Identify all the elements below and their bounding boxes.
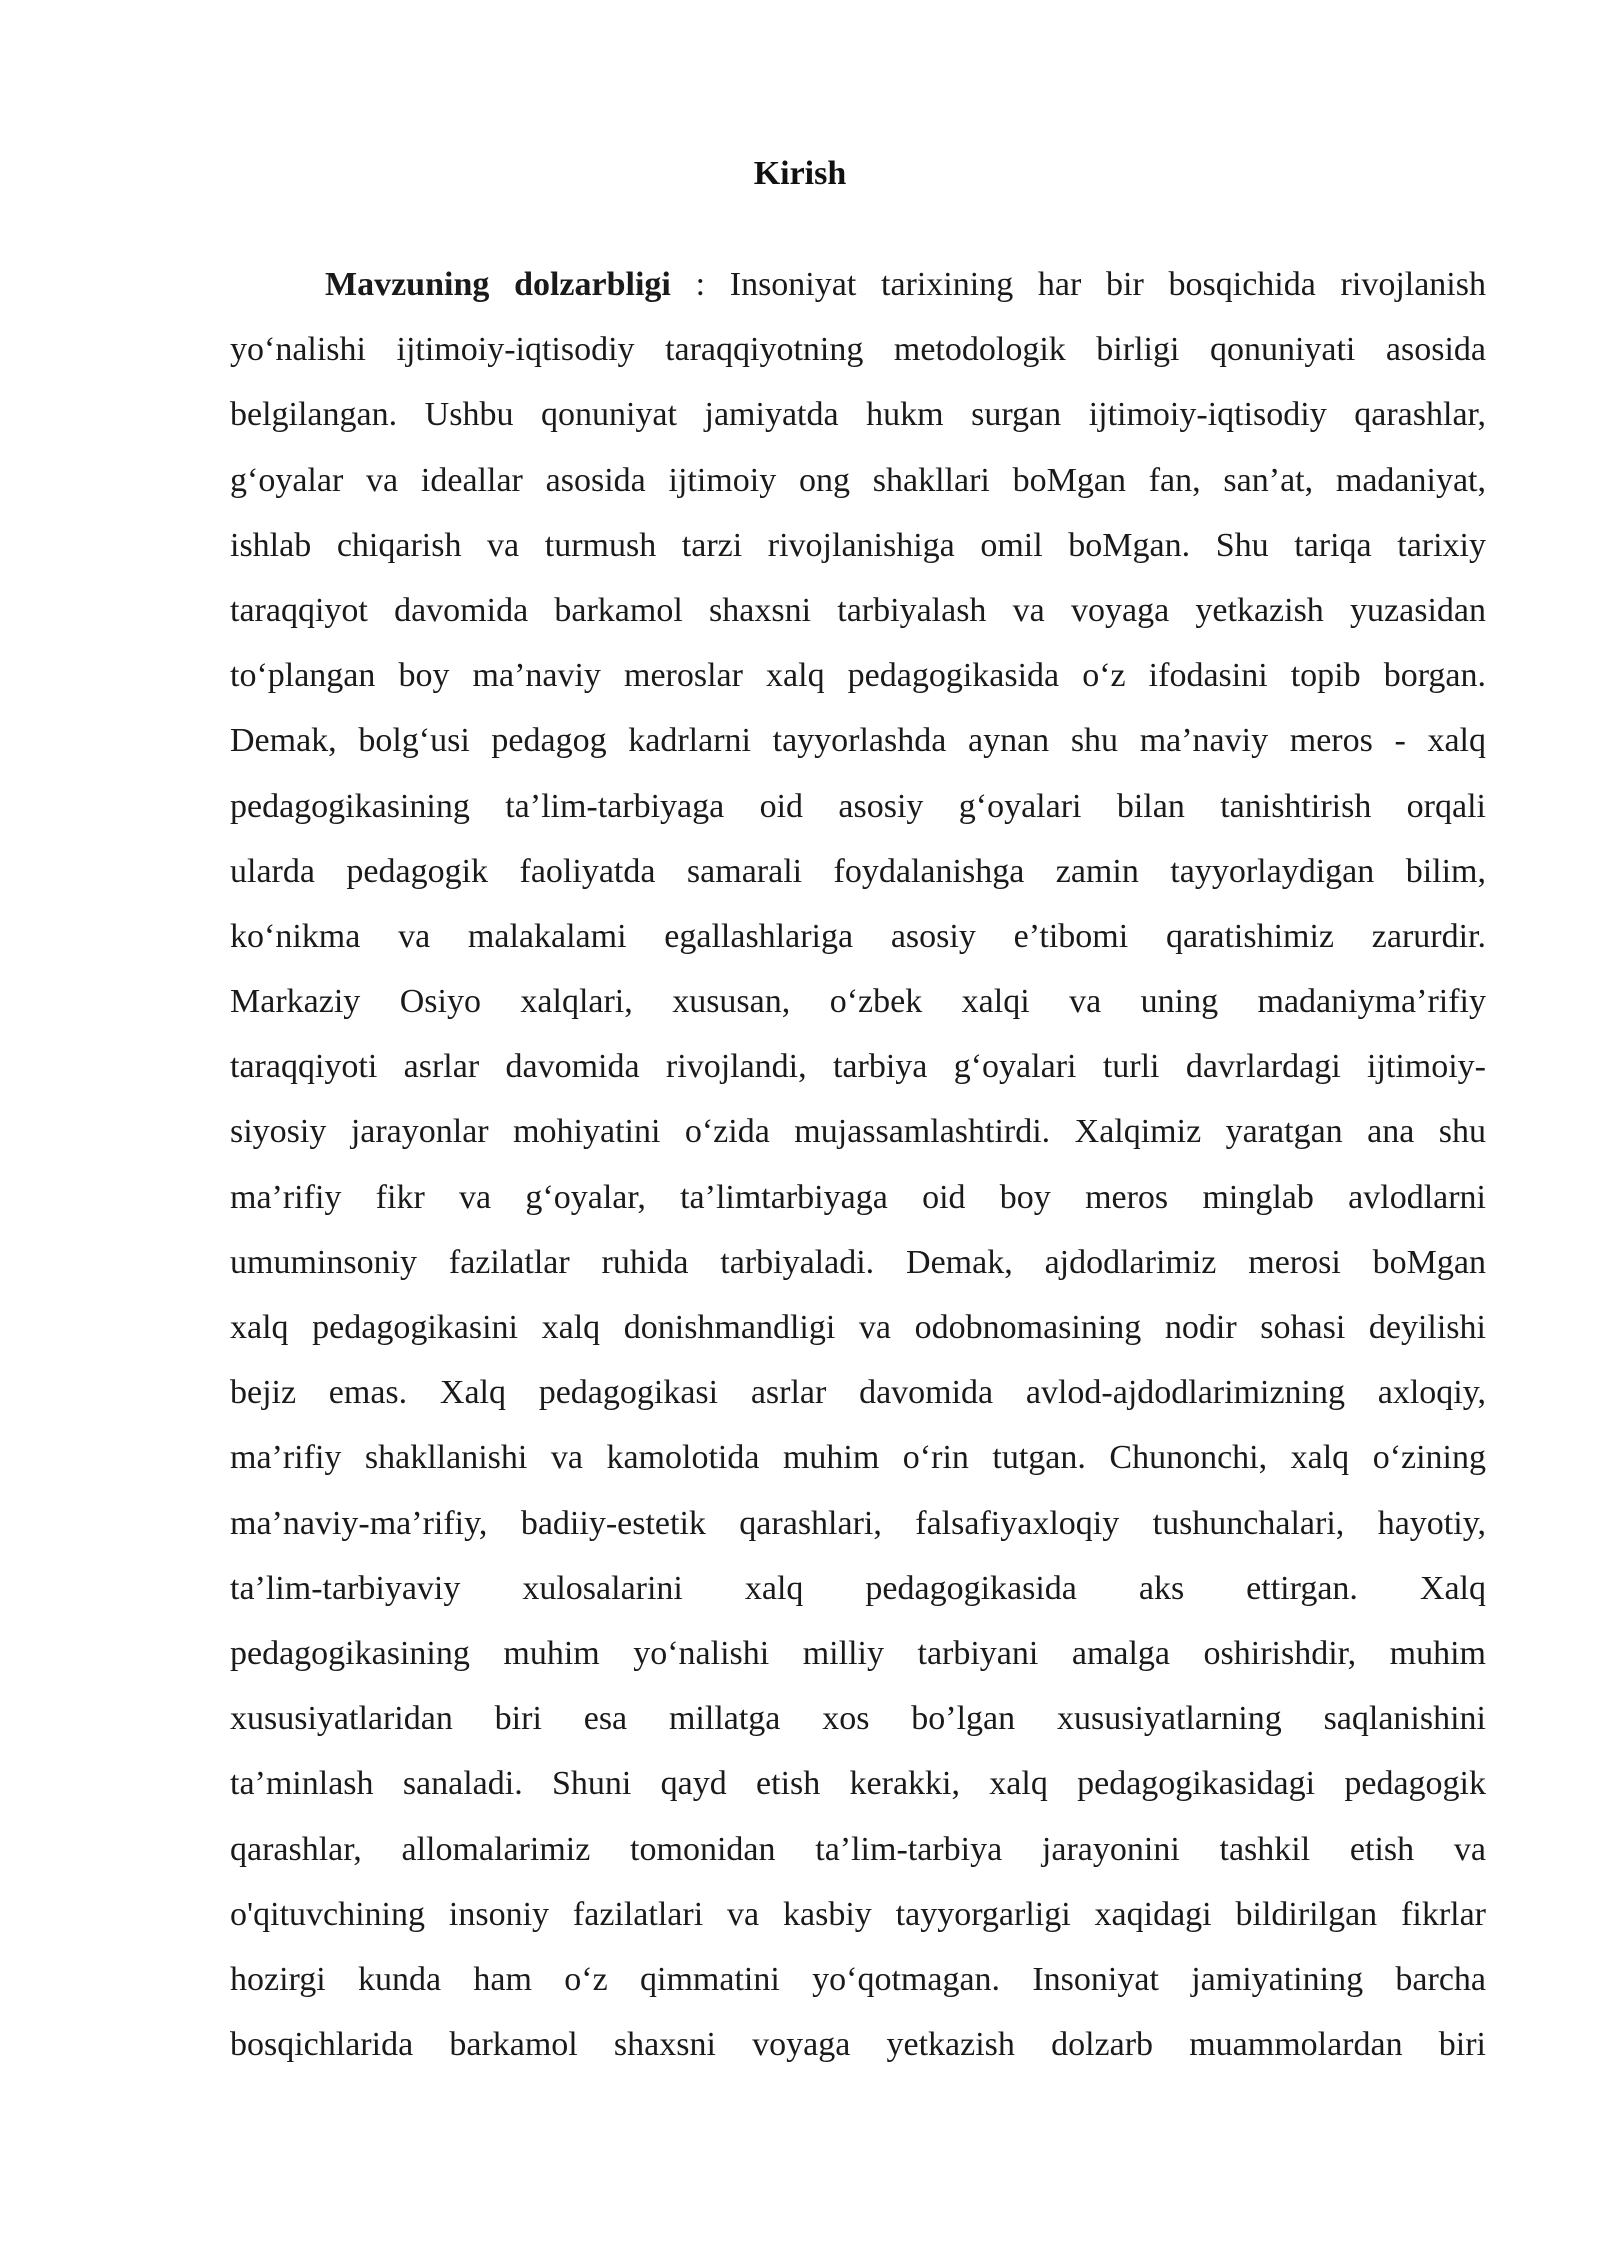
paragraph-line: ma’naviy-ma’rifiy, badiiy-estetik qarashlari, falsafiyaxloqiy tushunchalari, hayotiy, (230, 1504, 1486, 1542)
paragraph-line: Markaziy Osiyo xalqlari, xususan, o‘zbek xalqi va uning madaniyma’rifiy (230, 983, 1486, 1021)
paragraph-line: yo‘nalishi ijtimoiy-iqtisodiy taraqqiyotning metodologik birligi qonuniyati asosida (230, 331, 1486, 369)
paragraph-line: bosqichlarida barkamol shaxsni voyaga yetkazish dolzarb muammolardan biri (230, 2026, 1486, 2064)
paragraph-line: ta’minlash sanaladi. Shuni qayd etish kerakki, xalq pedagogikasidagi pedagogik (230, 1765, 1486, 1803)
body-text (230, 252, 1486, 2077)
paragraph-line: ularda pedagogik faoliyatda samarali foydalanishga zamin tayyorlaydigan bilim, (230, 852, 1486, 890)
paragraph-line: ko‘nikma va malakalami egallashlariga asosiy e’tibomi qaratishimiz zarurdir. (230, 917, 1486, 955)
paragraph-line: taraqqiyoti asrlar davomida rivojlandi, tarbiya g‘oyalari turli davrlardagi ijtimoiy- (230, 1048, 1486, 1086)
page-title: Kirish (753, 155, 847, 192)
paragraph-line: ishlab chiqarish va turmush tarzi rivojlanishiga omil boMgan. Shu tariqa tarixiy (230, 526, 1486, 564)
paragraph-line: g‘oyalar va ideallar asosida ijtimoiy ong shakllari boMgan fan, san’at, madaniyat, (230, 461, 1486, 499)
paragraph-line: bejiz emas. Xalq pedagogikasi asrlar davomida avlod-ajdodlarimizning axloqiy, (230, 1374, 1486, 1412)
paragraph-line: umuminsoniy fazilatlar ruhida tarbiyaladi. Demak, ajdodlarimiz merosi boMgan (230, 1243, 1486, 1281)
paragraph-line: hozirgi kunda ham o‘z qimmatini yo‘qotmagan. Insoniyat jamiyatining barcha (230, 1960, 1486, 1998)
paragraph-line: xususiyatlaridan biri esa millatga xos bo’lgan xususiyatlarning saqlanishini (230, 1700, 1486, 1738)
paragraph-line: pedagogikasining muhim yo‘nalishi milliy tarbiyani amalga oshirishdir, muhim (230, 1634, 1486, 1672)
paragraph-line: ma’rifiy fikr va g‘oyalar, ta’limtarbiyaga oid boy meros minglab avlodlarni (230, 1178, 1486, 1216)
paragraph-line: o'qituvchining insoniy fazilatlari va kasbiy tayyorgarligi xaqidagi bildirilgan fikrlar (230, 1895, 1486, 1933)
paragraph-line: qarashlar, allomalarimiz tomonidan ta’lim-tarbiya jarayonini tashkil etish va (230, 1830, 1486, 1868)
paragraph-line (230, 252, 1486, 317)
paragraph-line: xalq pedagogikasini xalq donishmandligi va odobnomasining nodir sohasi deyilishi (230, 1309, 1486, 1346)
paragraph-line: to‘plangan boy ma’naviy meroslar xalq pedagogikasida o‘z ifodasini topib borgan. (230, 657, 1486, 695)
line-text: : Insoniyat tarixining har bir bosqichida rivojlanish (695, 266, 1486, 303)
paragraph-line: belgilangan. Ushbu qonuniyat jamiyatda hukm surgan ijtimoiy-iqtisodiy qarashlar, (230, 396, 1486, 434)
paragraph-line: pedagogikasining ta’lim-tarbiyaga oid asosiy g‘oyalari bilan tanishtirish orqali (230, 787, 1486, 825)
paragraph-line: ta’lim-tarbiyaviy xulosalarini xalq pedagogikasida aks ettirgan. Xalq (230, 1569, 1486, 1607)
lead-heading: Mavzuning dolzarbligi (325, 266, 671, 303)
paragraph-line: ma’rifiy shakllanishi va kamolotida muhim o‘rin tutgan. Chunonchi, xalq o‘zining (230, 1439, 1486, 1477)
paragraph-line: Demak, bolg‘usi pedagog kadrlarni tayyorlashda aynan shu ma’naviy meros - xalq (230, 722, 1486, 760)
paragraph-line: siyosiy jarayonlar mohiyatini o‘zida mujassamlashtirdi. Xalqimiz yaratgan ana shu (230, 1113, 1486, 1151)
paragraph-line: taraqqiyot davomida barkamol shaxsni tarbiyalash va voyaga yetkazish yuzasidan (230, 591, 1486, 629)
